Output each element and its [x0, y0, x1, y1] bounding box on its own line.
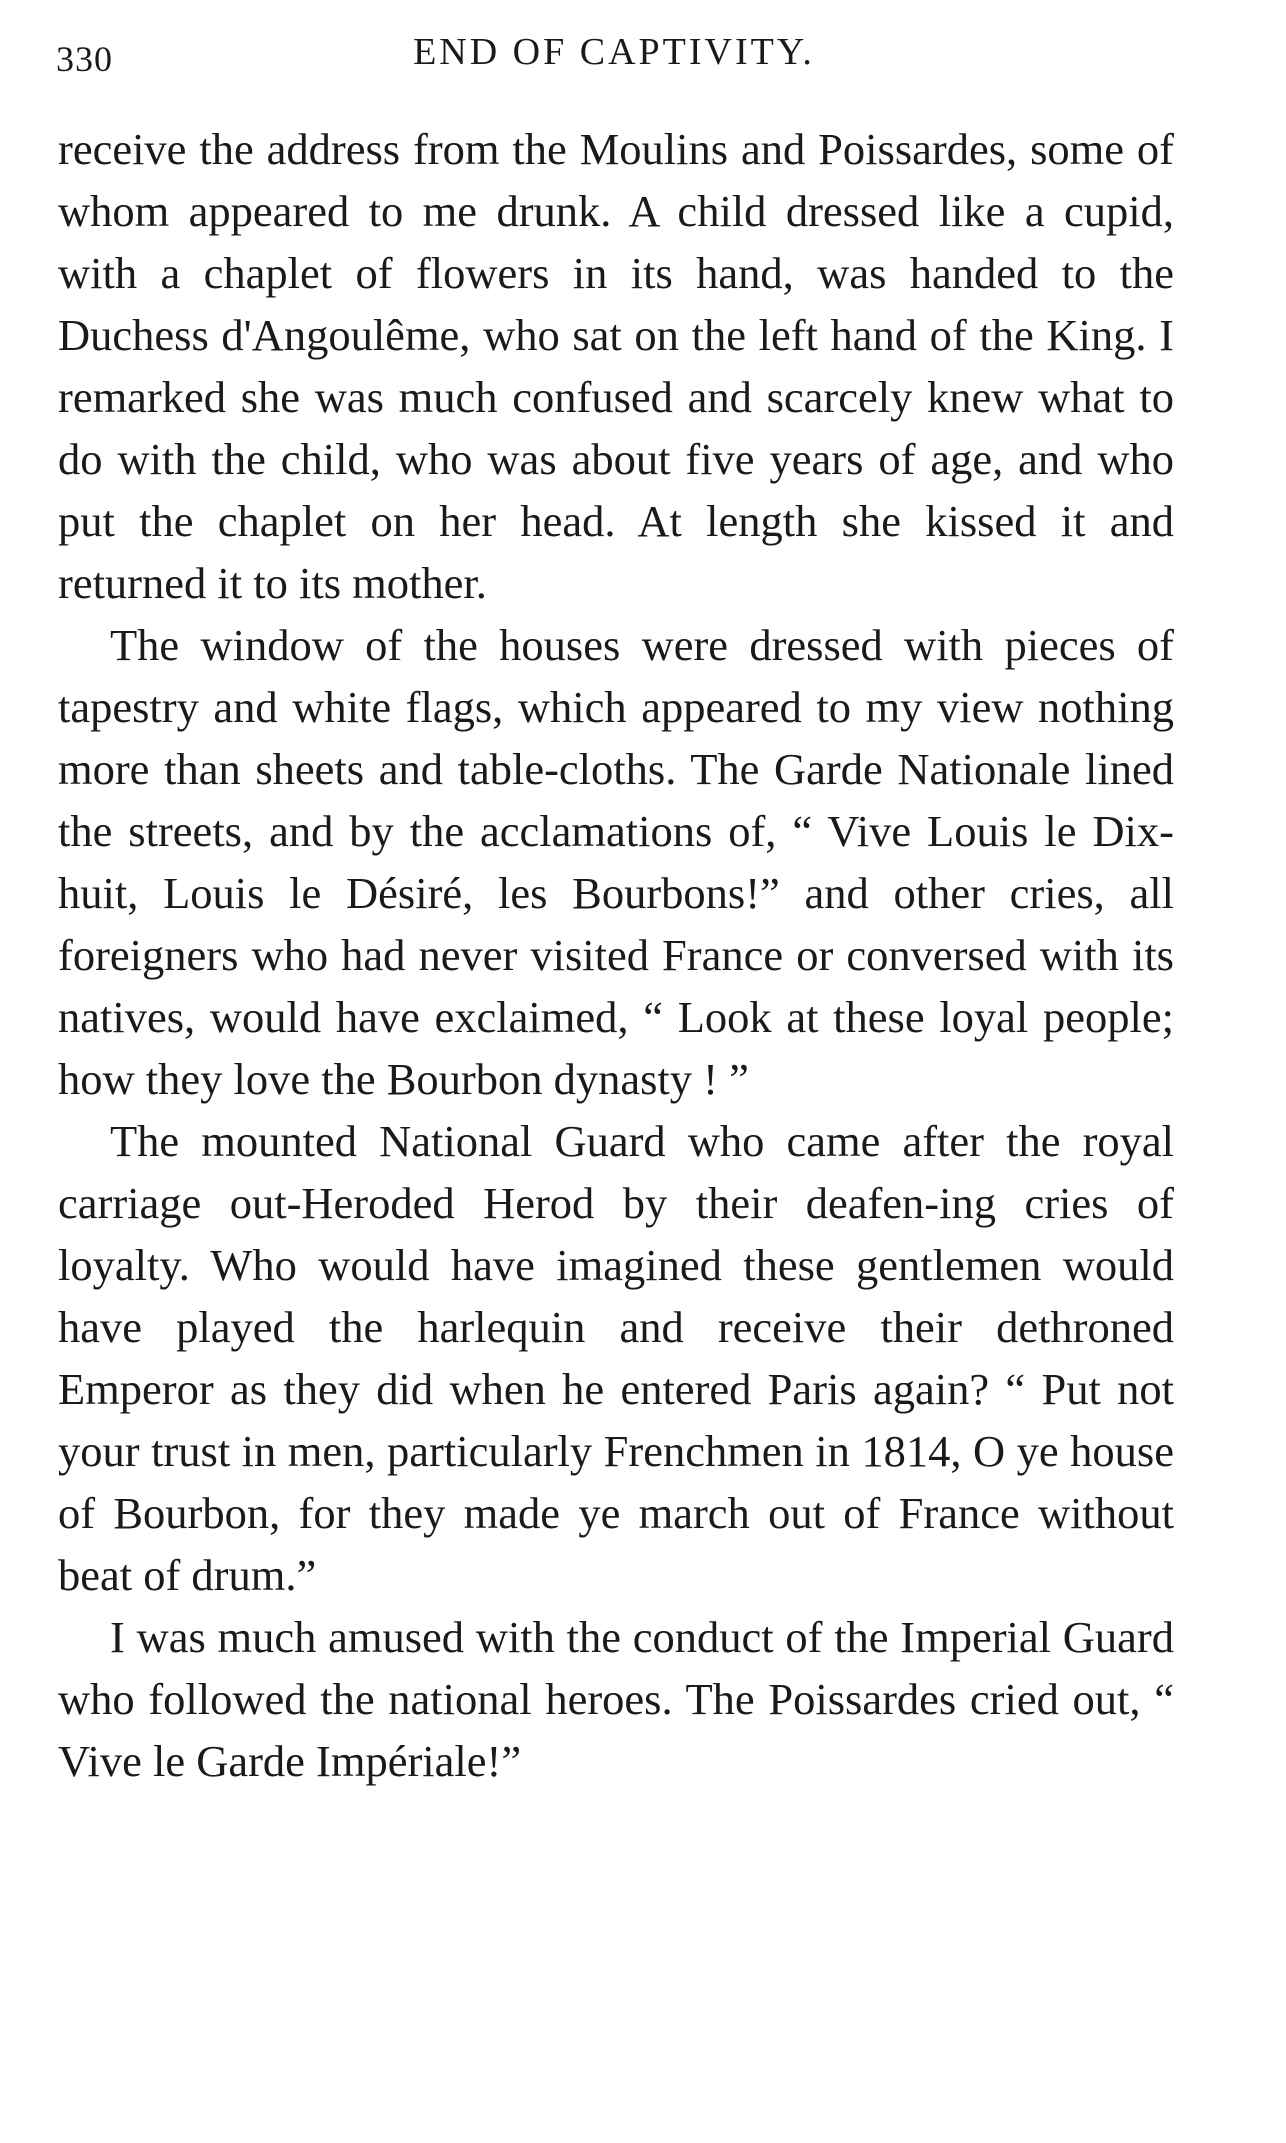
paragraph-windows: The window of the houses were dressed with pieces of tapestry and white flags, which appeared to my view nothing more than sheets and table-cloths. The Garde Nationale lined the streets, and by the acclamations of, “ Vive Louis le Dix-huit, Louis le Désiré, les Bourbons!” and other cries, all foreigners who had never visited France or conversed with its natives, would have exclaimed, “ Look at these loyal people; how they love the Bourbon dynasty ! ”	[58, 620, 1174, 1104]
paragraph-continued: receive the address from the Moulins and Poissardes, some of whom appeared to me drunk. A child dressed like a cupid, with a chaplet of flowers in its hand, was handed to the Duchess d'Angoulême, who sat on the left hand of the King. I remarked she was much confused and scarcely knew what to do with the child, who was about five years of age, and who put the chaplet on her head. At length she kissed it and returned it to its mother.	[58, 124, 1174, 608]
paragraph-national-guard: The mounted National Guard who came after the royal carriage out-Heroded Herod by their deafen-ing cries of loyalty. Who would have imagined these gentlemen would have played the harlequin and receive their dethroned Emperor as they did when he entered Paris again? “ Put not your trust in men, particularly Frenchmen in 1814, O ye house of Bourbon, for they made ye march out of France without beat of drum.”	[58, 1116, 1174, 1600]
paragraph-imperial-guard: I was much amused with the conduct of the Imperial Guard who followed the national heroes. The Poissardes cried out, “ Vive le Garde Impériale!”	[58, 1612, 1174, 1786]
body-text	[58, 118, 1174, 1792]
page-number: 330	[56, 39, 113, 79]
page-header	[56, 30, 1172, 80]
running-title: END OF CAPTIVITY.	[413, 31, 815, 73]
